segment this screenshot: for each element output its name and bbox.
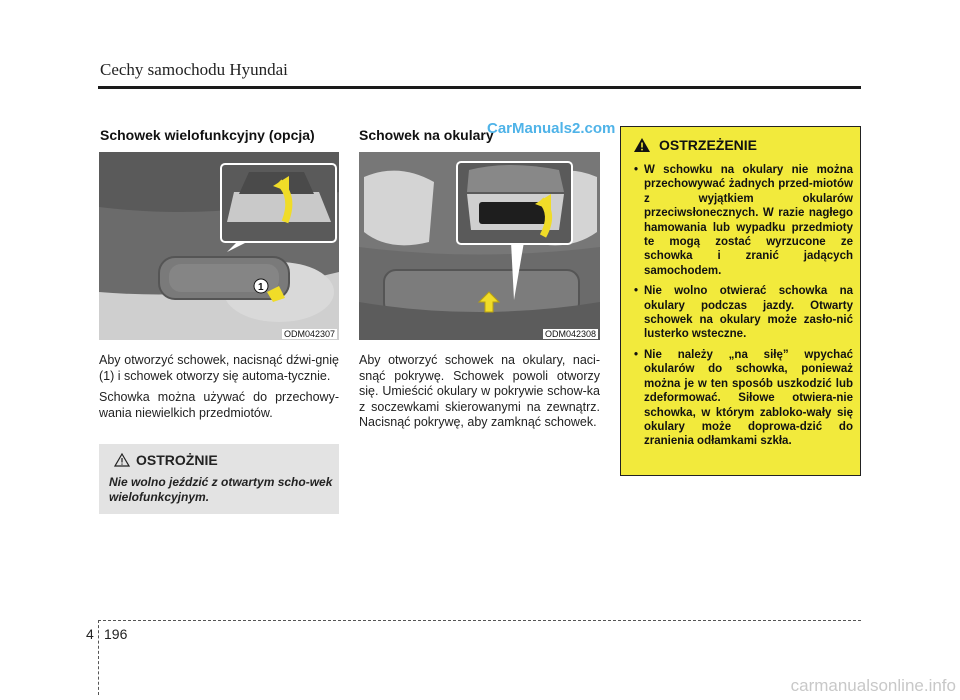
warning-title: OSTRZEŻENIE	[659, 137, 758, 153]
section-heading-glasses-holder: Schowek na okulary	[359, 127, 494, 143]
warning-box	[620, 126, 861, 476]
paragraph-usage: Schowka można używać do przechowy-wania niewielkich przedmiotów.	[99, 390, 339, 420]
warning-item-force: • Nie należy „na siłę” wpychać okularów do schowka, ponieważ można je w ten sposób uszkodzić lub zdeformować. Siłowe otwiera-nie schowka, w którym zabloko-wały się okulary może doprowa-dzić do zranienia odłamkami szkła.	[630, 348, 853, 449]
page-header-title: Cechy samochodu Hyundai	[100, 60, 288, 79]
caution-title: OSTROŻNIE	[136, 452, 218, 468]
warning-item-driving: • Nie wolno otwierać schowka na okulary podczas jazdy. Otwarty schowek na okulary może zasło-nić lusterko wsteczne.	[630, 284, 853, 342]
paragraph-glasses-holder: Aby otworzyć schowek na okulary, naci-snąć pokrywę. Schowek powoli otworzy się. Umieścić okulary w pokrywie schow-ka z soczewkami skierowanymi na zewnątrz. Nacisnąć pokrywę, aby zamknąć schowek.	[359, 353, 600, 429]
header-rule	[98, 86, 861, 89]
page-number-divider	[98, 620, 99, 695]
figure-code: ODM042308	[544, 329, 596, 339]
glasses-holder-illustration	[359, 152, 600, 340]
left-body-text	[99, 353, 339, 427]
middle-body-text	[359, 353, 600, 437]
caution-box	[99, 444, 339, 514]
figure-multifunction-compartment	[99, 152, 339, 340]
watermark-top: CarManuals2.com	[487, 120, 616, 137]
section-heading-multifunction-compartment: Schowek wielofunkcyjny (opcja)	[100, 127, 315, 143]
watermark-bottom: carmanualsonline.info	[790, 676, 956, 695]
multifunction-compartment-illustration	[99, 152, 339, 340]
footer-rule	[98, 620, 861, 621]
warning-triangle-icon	[633, 137, 651, 153]
page-number: 196	[104, 626, 128, 642]
chapter-number: 4	[86, 626, 94, 642]
warning-triangle-icon	[114, 453, 130, 467]
figure-code: ODM042307	[283, 329, 335, 339]
warning-list	[630, 163, 853, 455]
figure-glasses-holder	[359, 152, 600, 340]
callout-number: 1	[258, 282, 264, 293]
warning-item-storage: • W schowku na okulary nie można przechowywać żadnych przed-miotów z wyjątkiem okularów przeciwsłonecznych. W razie nagłego hamowania lub wypadku przedmioty te mogą zostać wyrzucone ze schowka i zranić jadących samochodem.	[630, 163, 853, 278]
caution-message: Nie wolno jeździć z otwartym scho-wek wielofunkcyjnym.	[109, 475, 333, 504]
paragraph-open-compartment: Aby otworzyć schowek, nacisnąć dźwi-gnię (1) i schowek otworzy się automa-tycznie.	[99, 353, 339, 383]
